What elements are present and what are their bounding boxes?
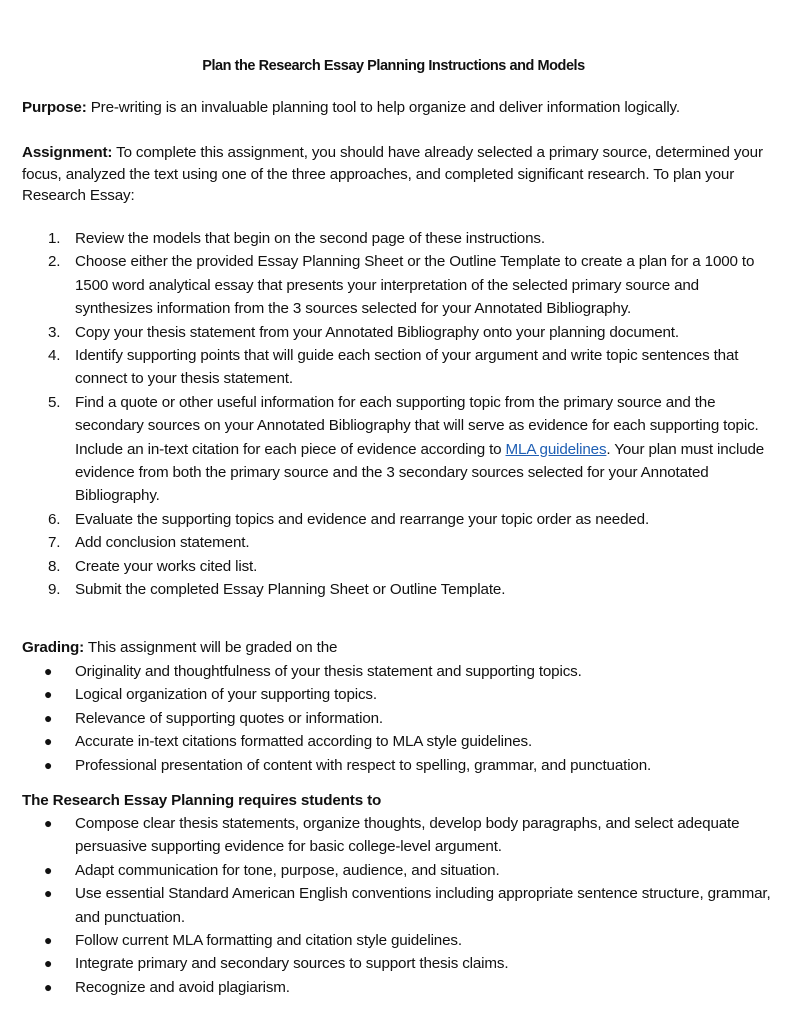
- bullet-icon: ●: [44, 885, 53, 902]
- requirements-heading-text: The Research Essay Planning requires students to: [22, 792, 382, 809]
- step-text-before-link: Find a quote or other useful information for each supporting topic from the primary source and the secondary sources on your Annotated Bibliography that will serve as evidence for each supporting topic. Include an in-text citation for each piece of evidence according to: [75, 393, 759, 458]
- grading-text: This assignment will be graded on the: [84, 639, 338, 656]
- requirement-item-text: Adapt communication for tone, purpose, audience, and situation.: [75, 861, 500, 879]
- assignment-paragraph: [22, 142, 772, 207]
- step-text-after-link: . Your plan must include evidence from both the primary source and the 3 secondary sources selected for your Annotated Bibliography.: [75, 440, 765, 505]
- grading-item-text: Professional presentation of content with respect to spelling, grammar, and punctuation.: [75, 756, 652, 774]
- step-item: [22, 227, 772, 250]
- grading-item-text: Accurate in-text citations formatted according to MLA style guidelines.: [75, 733, 533, 751]
- requirement-item: [22, 882, 772, 929]
- step-item: [22, 531, 772, 554]
- requirement-item-text: Follow current MLA formatting and citation style guidelines.: [75, 932, 462, 950]
- step-item: [22, 391, 772, 508]
- page-title: Plan the Research Essay Planning Instructions and Models: [202, 58, 585, 74]
- step-item: [22, 578, 772, 601]
- step-item: [22, 344, 772, 391]
- bullet-icon: ●: [44, 861, 53, 878]
- step-text: Create your works cited list.: [75, 557, 258, 575]
- grading-item: [22, 707, 772, 730]
- requirement-item: [22, 812, 772, 859]
- step-text: Review the models that begin on the second page of these instructions.: [75, 230, 545, 247]
- requirements-list: [22, 812, 772, 999]
- grading-label: Grading:: [22, 639, 85, 656]
- step-text: Choose either the provided Essay Planning Sheet or the Outline Template to create a plan for a 1000 to 1500 word analytical essay that presents your interpretation of the selected primary source and synthesizes information from the 3 sources selected for your Annotated Bibliography.: [75, 253, 755, 318]
- step-text: Evaluate the supporting topics and evidence and rearrange your topic order as needed.: [75, 510, 650, 528]
- requirement-item: [22, 952, 772, 975]
- bullet-icon: ●: [44, 932, 53, 949]
- step-number: 4.: [48, 347, 61, 365]
- purpose-label: Purpose:: [22, 99, 87, 116]
- bullet-icon: ●: [44, 815, 53, 831]
- grading-item-text: Originality and thoughtfulness of your thesis statement and supporting topics.: [75, 663, 582, 680]
- requirement-item: [22, 859, 772, 882]
- requirement-item: [22, 929, 772, 952]
- step-number: 2.: [48, 253, 61, 271]
- requirement-item-text: Compose clear thesis statements, organize thoughts, develop body paragraphs, and select adequate persuasive supporting evidence for basic college-level argument.: [75, 815, 740, 856]
- step-number: 6.: [48, 510, 61, 528]
- bullet-icon: ●: [44, 733, 53, 750]
- step-text: Add conclusion statement.: [75, 534, 250, 552]
- grading-paragraph: [22, 637, 772, 659]
- step-item: [22, 555, 772, 578]
- grading-item: [22, 730, 772, 753]
- assignment-label: Assignment:: [22, 144, 113, 161]
- step-number: 8.: [48, 557, 61, 575]
- step-text: Submit the completed Essay Planning Sheet or Outline Template.: [75, 581, 506, 599]
- requirement-item-text: Integrate primary and secondary sources to support thesis claims.: [75, 955, 509, 973]
- step-number: 1.: [48, 230, 61, 247]
- grading-item: [22, 683, 772, 706]
- bullet-icon: ●: [44, 709, 53, 726]
- purpose-text: Pre-writing is an invaluable planning tool to help organize and deliver information logically.: [86, 99, 680, 116]
- step-item: [22, 508, 772, 531]
- step-text: Copy your thesis statement from your Annotated Bibliography onto your planning document.: [75, 323, 679, 341]
- requirements-heading: [22, 790, 772, 812]
- step-number: 7.: [48, 534, 61, 552]
- requirement-item-text: Recognize and avoid plagiarism.: [75, 978, 290, 996]
- step-number: 3.: [48, 323, 61, 341]
- grading-list: [22, 660, 772, 777]
- step-number: 9.: [48, 581, 61, 599]
- bullet-icon: ●: [44, 955, 53, 972]
- bullet-icon: ●: [44, 663, 53, 679]
- grading-item: [22, 660, 772, 683]
- bullet-icon: ●: [44, 978, 53, 995]
- bullet-icon: ●: [44, 756, 53, 773]
- step-text: Identify supporting points that will guide each section of your argument and write topic sentences that connect to your thesis statement.: [75, 347, 739, 388]
- requirement-item-text: Use essential Standard American English conventions including appropriate sentence structure, grammar, and punctuation.: [75, 885, 771, 926]
- mla-guidelines-link[interactable]: MLA guidelines: [505, 440, 607, 458]
- grading-item-text: Logical organization of your supporting topics.: [75, 686, 377, 704]
- grading-item: [22, 754, 772, 777]
- step-item: [22, 250, 772, 320]
- bullet-icon: ●: [44, 686, 53, 703]
- purpose-paragraph: [22, 97, 772, 119]
- steps-list: [22, 227, 772, 602]
- grading-item-text: Relevance of supporting quotes or information.: [75, 709, 384, 727]
- assignment-text: To complete this assignment, you should have already selected a primary source, determined your focus, analyzed the text using one of the three approaches, and completed significant research. To plan your Research Essay:: [22, 144, 763, 204]
- requirement-item: [22, 976, 772, 999]
- step-item: [22, 321, 772, 344]
- step-number: 5.: [48, 393, 61, 411]
